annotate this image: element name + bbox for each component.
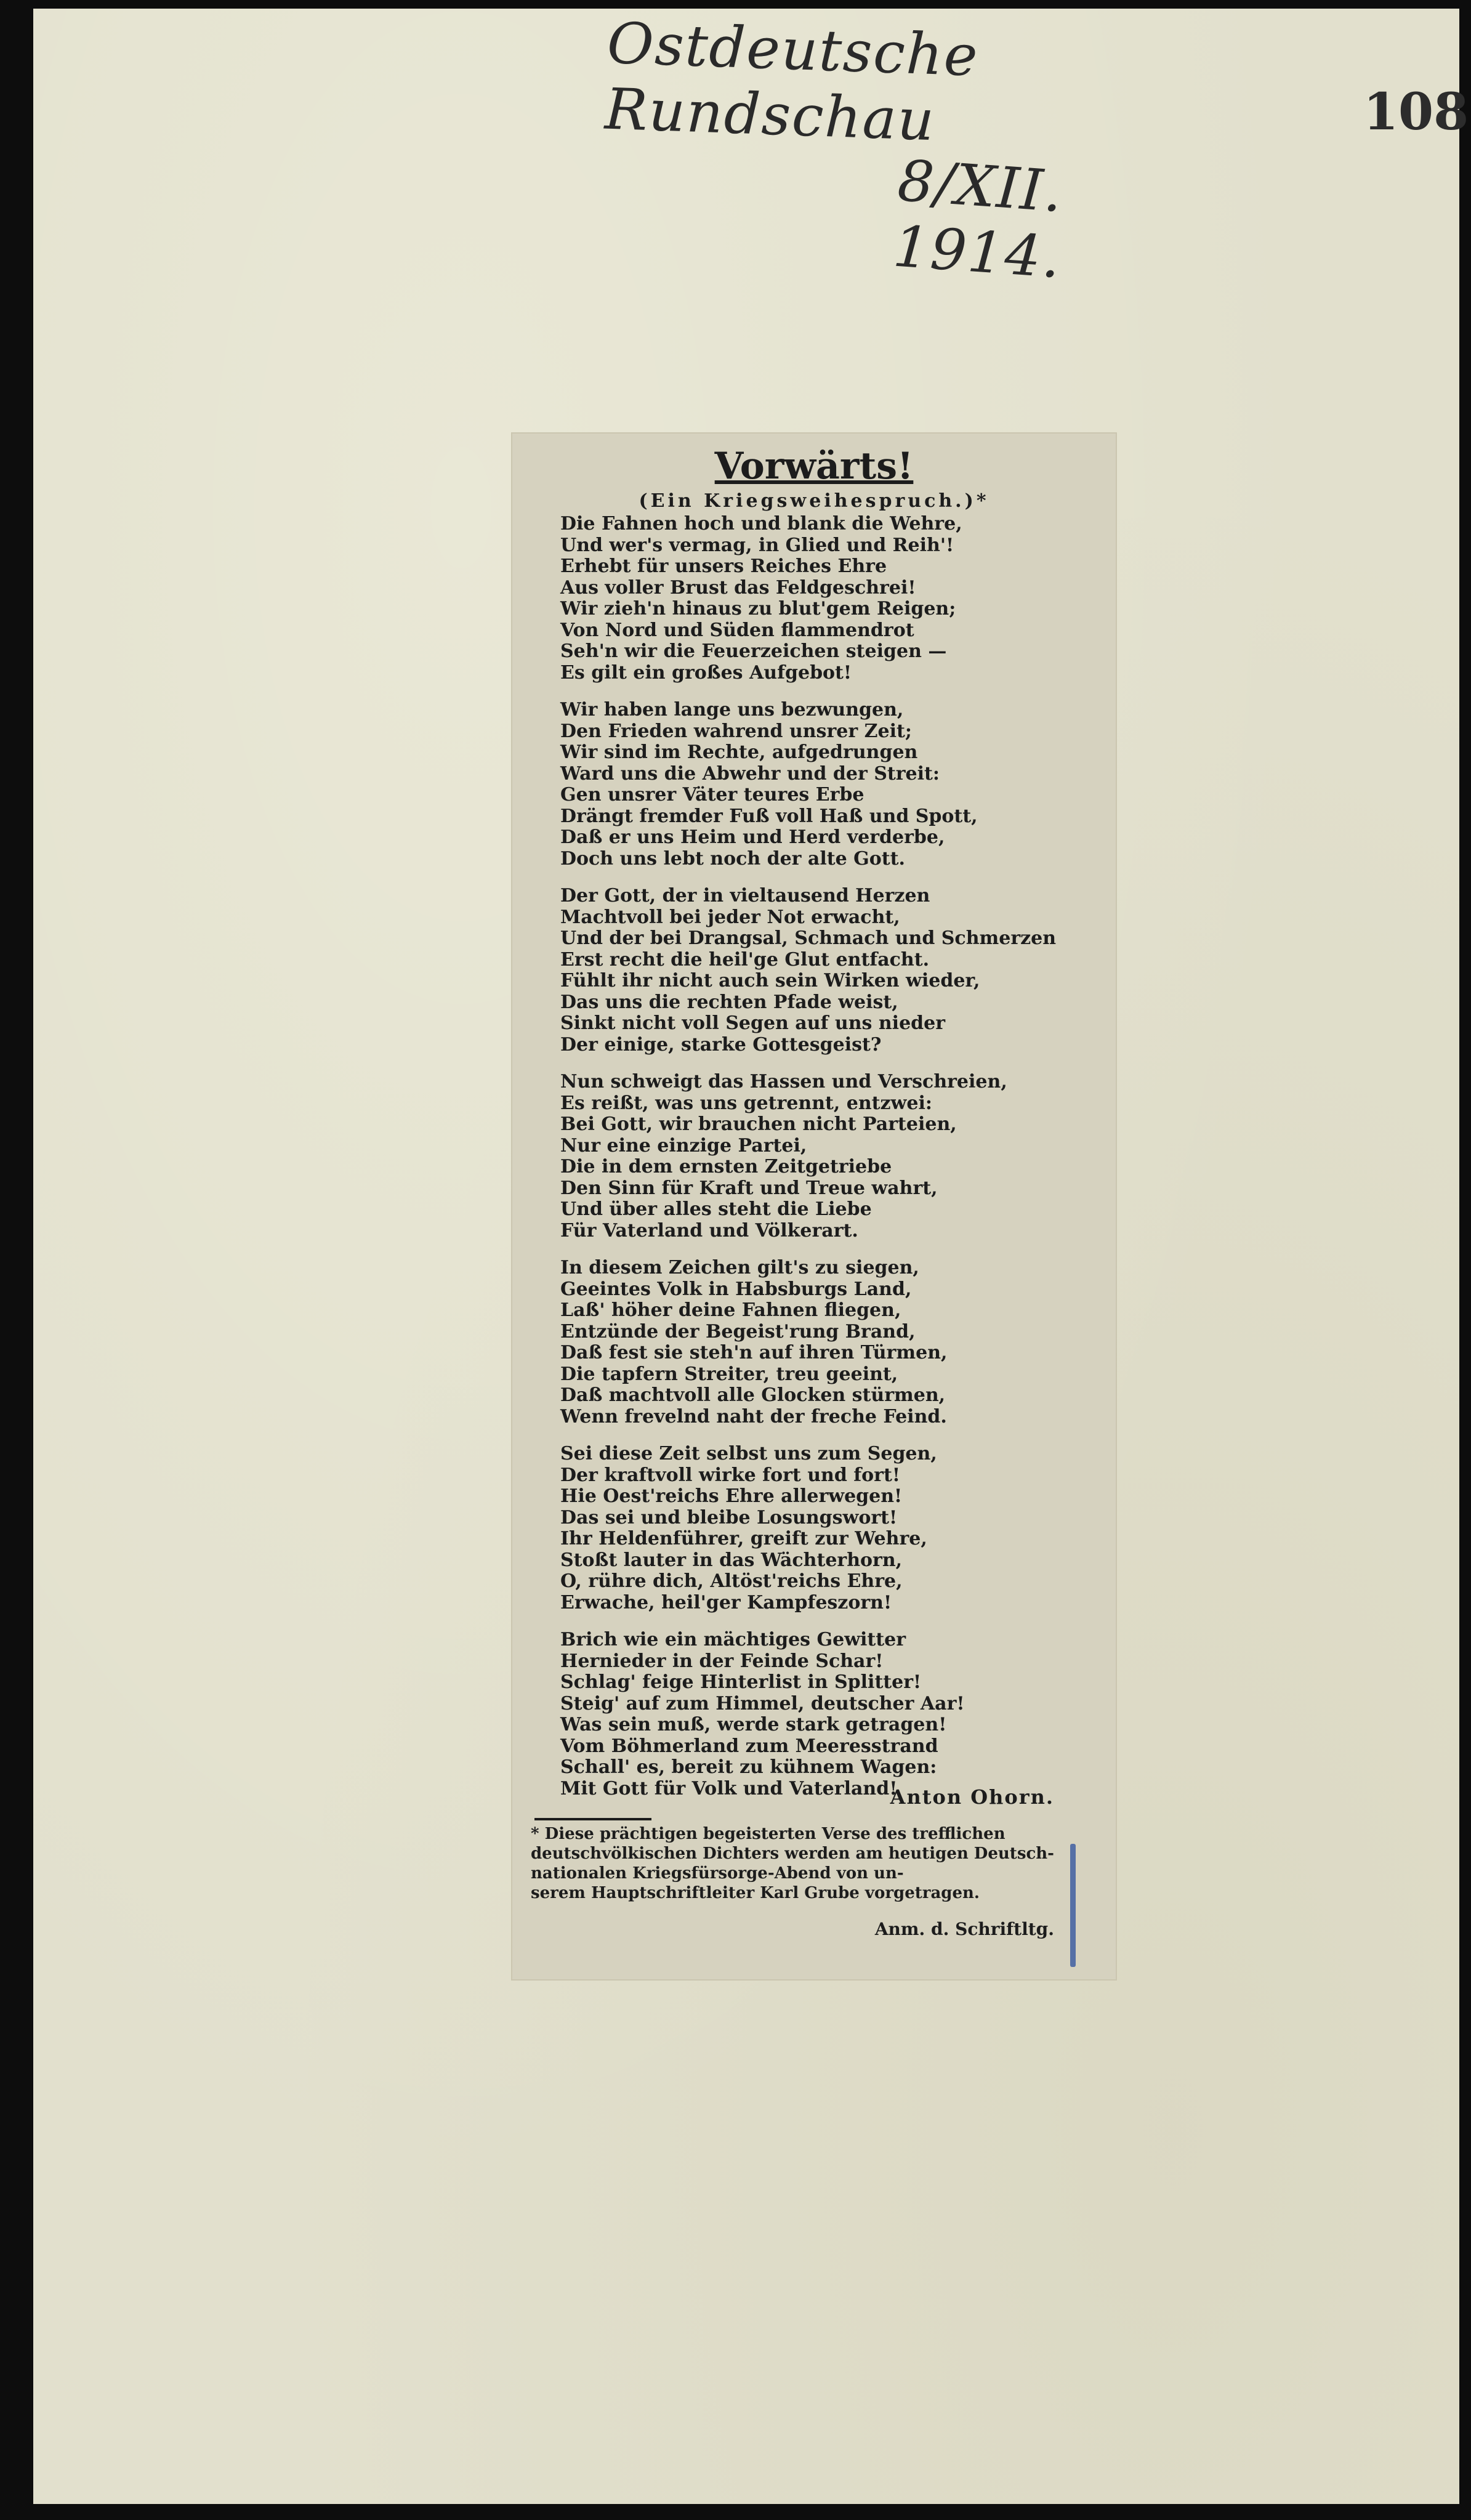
verse-line: Aus voller Brust das Feldgeschrei! xyxy=(560,576,916,599)
verse-line: Daß er uns Heim und Herd verderbe, xyxy=(560,826,945,848)
verse-line: Schall' es, bereit zu kühnem Wagen: xyxy=(560,1756,937,1778)
verse-line: In diesem Zeichen gilt's zu siegen, xyxy=(560,1257,919,1278)
footnote-line: serem Hauptschriftleiter Karl Grube vorgetragen. xyxy=(531,1884,980,1902)
handwritten-annotation xyxy=(603,10,1222,291)
verse-line: Sinkt nicht voll Segen auf uns nieder xyxy=(560,1012,946,1034)
verse-line: Wir sind im Rechte, aufgedrungen xyxy=(560,741,918,763)
verse-line: Hernieder in der Feinde Schar! xyxy=(560,1650,884,1672)
verse-line: O, rühre dich, Altöst'reichs Ehre, xyxy=(560,1570,903,1592)
verse-line: Wir zieh'n hinaus zu blut'gem Reigen; xyxy=(560,598,956,620)
verse-line: Geeintes Volk in Habsburgs Land, xyxy=(560,1278,912,1300)
footnote-line: * Diese prächtigen begeisterten Verse des trefflichen xyxy=(531,1825,1006,1843)
verse-line: Seh'n wir die Feuerzeichen steigen — xyxy=(560,640,947,662)
verse-line: Den Sinn für Kraft und Treue wahrt, xyxy=(560,1177,938,1199)
verse-line: Erwache, heil'ger Kampfeszorn! xyxy=(560,1591,892,1613)
verse-line: Das sei und bleibe Losungswort! xyxy=(560,1506,898,1529)
verse-line: Entzünde der Begeist'rung Brand, xyxy=(560,1320,916,1343)
page-number: 108 xyxy=(1363,83,1469,142)
handwritten-source: Ostdeutsche Rundschau xyxy=(603,10,980,154)
stanza-3 xyxy=(560,886,1108,1056)
verse-line: Es reißt, was uns getrennt, entzwei: xyxy=(560,1092,932,1114)
footnote-divider xyxy=(534,1818,651,1820)
verse-line: Nun schweigt das Hassen und Verschreien, xyxy=(560,1071,1007,1092)
verse-line: Das uns die rechten Pfade weist, xyxy=(560,991,898,1013)
verse-line: Daß machtvoll alle Glocken stürmen, xyxy=(560,1384,946,1406)
stanza-1 xyxy=(560,514,1108,684)
verse-line: Und über alles steht die Liebe xyxy=(560,1198,872,1220)
verse-line: Wir haben lange uns bezwungen, xyxy=(560,699,904,721)
poem-body xyxy=(560,514,1108,1815)
archive-sheet xyxy=(33,9,1469,2504)
verse-line: Vom Böhmerland zum Meeresstrand xyxy=(560,1735,938,1757)
verse-line: Was sein muß, werde stark getragen! xyxy=(560,1714,947,1735)
verse-line: Es gilt ein großes Aufgebot! xyxy=(560,661,852,684)
editorial-footnote xyxy=(531,1824,1103,1903)
verse-line: Der kraftvoll wirke fort und fort! xyxy=(560,1464,900,1486)
verse-line: Machtvoll bei jeder Not erwacht, xyxy=(560,906,900,928)
blue-pencil-mark xyxy=(1070,1844,1076,1967)
verse-line: Der Gott, der in vieltausend Herzen xyxy=(560,885,930,907)
newspaper-clipping xyxy=(512,434,1116,1979)
verse-line: Steig' auf zum Himmel, deutscher Aar! xyxy=(560,1692,965,1714)
poem-title: Vorwärts! xyxy=(714,445,914,488)
verse-line: Den Frieden wahrend unsrer Zeit; xyxy=(560,720,912,742)
verse-line: Daß fest sie steh'n auf ihren Türmen, xyxy=(560,1342,948,1363)
verse-line: Schlag' feige Hinterlist in Splitter! xyxy=(560,1671,922,1693)
handwritten-date: 8/XII. 1914. xyxy=(891,147,1066,291)
verse-line: Der einige, starke Gottesgeist? xyxy=(560,1033,882,1056)
stanza-5 xyxy=(560,1258,1108,1428)
verse-line: Erhebt für unsers Reiches Ehre xyxy=(560,555,887,577)
footnote-line: nationalen Kriegsfürsorge-Abend von un- xyxy=(531,1864,904,1883)
verse-line: Erst recht die heil'ge Glut entfacht. xyxy=(560,948,930,971)
verse-line: Hie Oest'reichs Ehre allerwegen! xyxy=(560,1485,903,1507)
verse-line: Drängt fremder Fuß voll Haß und Spott, xyxy=(560,805,978,827)
verse-line: Stoßt lauter in das Wächterhorn, xyxy=(560,1549,903,1571)
verse-line: Ward uns die Abwehr und der Streit: xyxy=(560,762,940,785)
stanza-7 xyxy=(560,1630,1108,1799)
stanza-2 xyxy=(560,700,1108,870)
verse-line: Doch uns lebt noch der alte Gott. xyxy=(560,847,905,870)
verse-line: Nur eine einzige Partei, xyxy=(560,1134,807,1157)
verse-line: Brich wie ein mächtiges Gewitter xyxy=(560,1629,906,1650)
verse-line: Bei Gott, wir brauchen nicht Parteien, xyxy=(560,1113,957,1135)
verse-line: Mit Gott für Volk und Vaterland! xyxy=(560,1777,898,1799)
stanza-4 xyxy=(560,1072,1108,1242)
verse-line: Fühlt ihr nicht auch sein Wirken wieder, xyxy=(560,970,980,991)
verse-line: Ihr Heldenführer, greift zur Wehre, xyxy=(560,1528,927,1549)
verse-line: Und wer's vermag, in Glied und Reih'! xyxy=(560,534,954,556)
poem-subtitle: (Ein Kriegsweihespruch.)* xyxy=(639,490,989,512)
author-signature: Anton Ohorn. xyxy=(890,1785,1054,1809)
verse-line: Und der bei Drangsal, Schmach und Schmerzen xyxy=(560,927,1057,949)
stanza-6 xyxy=(560,1444,1108,1613)
verse-line: Für Vaterland und Völkerart. xyxy=(560,1219,858,1242)
verse-line: Laß' höher deine Fahnen fliegen, xyxy=(560,1299,901,1321)
verse-line: Die Fahnen hoch und blank die Wehre, xyxy=(560,513,962,535)
verse-line: Die in dem ernsten Zeitgetriebe xyxy=(560,1156,892,1177)
verse-line: Die tapfern Streiter, treu geeint, xyxy=(560,1363,898,1385)
editor-note-signature: Anm. d. Schriftltg. xyxy=(874,1919,1054,1939)
verse-line: Gen unsrer Väter teures Erbe xyxy=(560,784,864,806)
verse-line: Sei diese Zeit selbst uns zum Segen, xyxy=(560,1443,937,1464)
verse-line: Von Nord und Süden flammendrot xyxy=(560,619,914,641)
verse-line: Wenn frevelnd naht der freche Feind. xyxy=(560,1405,947,1428)
footnote-line: deutschvölkischen Dichters werden am heutigen Deutsch- xyxy=(531,1844,1054,1863)
